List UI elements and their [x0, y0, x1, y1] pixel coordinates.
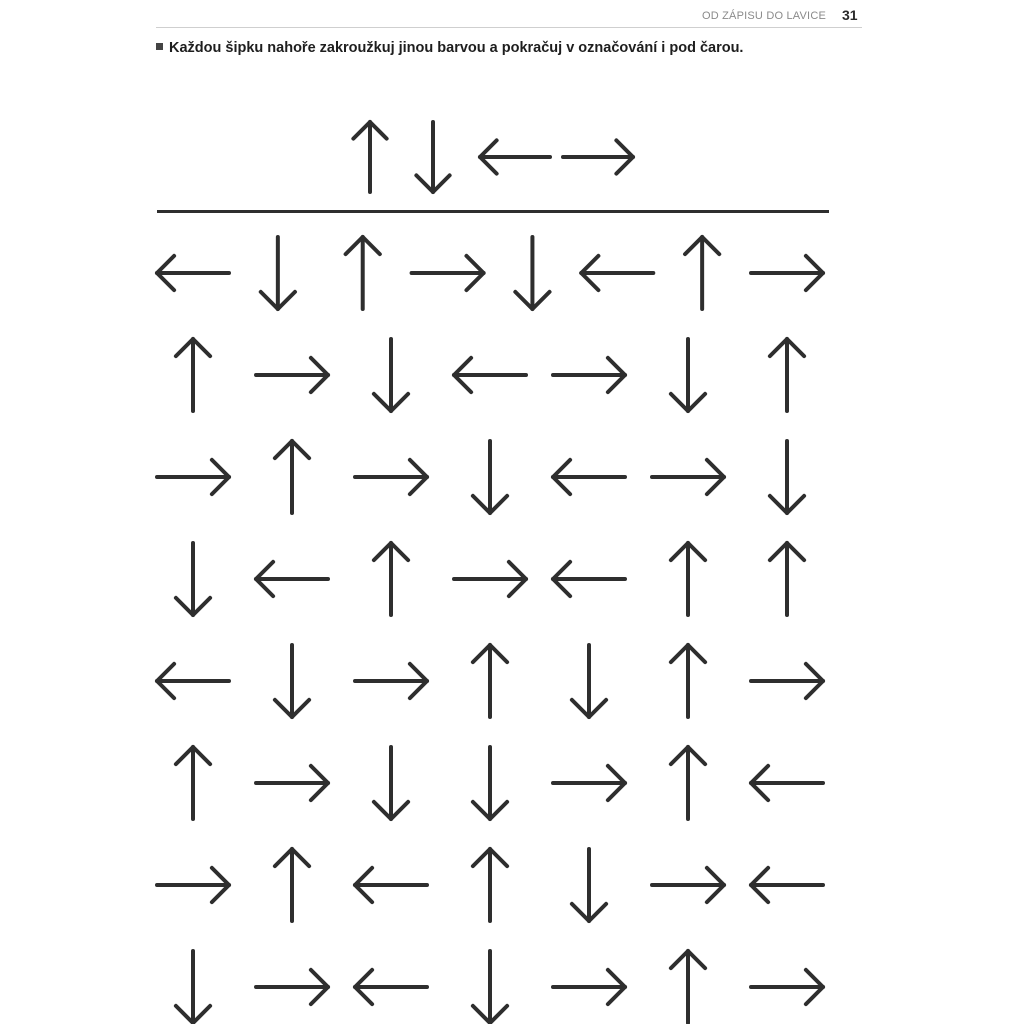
- arrow-down-icon[interactable]: [572, 645, 606, 717]
- arrow-down-icon[interactable]: [473, 747, 507, 819]
- arrow-up-icon[interactable]: [346, 237, 380, 309]
- arrow-down-icon[interactable]: [473, 441, 507, 513]
- arrow-left-icon[interactable]: [480, 140, 550, 173]
- arrow-right-icon[interactable]: [256, 358, 328, 392]
- arrow-left-icon[interactable]: [256, 562, 328, 596]
- arrow-down-icon[interactable]: [671, 339, 705, 411]
- arrow-left-icon[interactable]: [553, 562, 625, 596]
- key-arrows: [353, 122, 633, 192]
- arrow-down-icon[interactable]: [374, 747, 408, 819]
- arrow-left-icon[interactable]: [581, 256, 653, 290]
- arrow-up-icon[interactable]: [671, 543, 705, 615]
- arrow-up-icon[interactable]: [374, 543, 408, 615]
- arrow-right-icon[interactable]: [355, 664, 427, 698]
- arrow-right-icon[interactable]: [157, 868, 229, 902]
- arrow-up-icon[interactable]: [671, 951, 705, 1023]
- arrow-up-icon[interactable]: [671, 645, 705, 717]
- arrow-down-icon[interactable]: [515, 237, 549, 309]
- arrow-right-icon[interactable]: [553, 766, 625, 800]
- arrow-right-icon[interactable]: [454, 562, 526, 596]
- arrow-down-icon[interactable]: [770, 441, 804, 513]
- arrow-right-icon[interactable]: [553, 358, 625, 392]
- arrow-right-icon[interactable]: [256, 970, 328, 1004]
- arrow-up-icon[interactable]: [275, 441, 309, 513]
- arrow-down-icon[interactable]: [416, 122, 449, 192]
- arrow-down-icon[interactable]: [176, 543, 210, 615]
- arrow-down-icon[interactable]: [473, 951, 507, 1023]
- arrow-right-icon[interactable]: [751, 970, 823, 1004]
- arrow-left-icon[interactable]: [751, 766, 823, 800]
- arrow-up-icon[interactable]: [671, 747, 705, 819]
- arrow-left-icon[interactable]: [157, 256, 229, 290]
- arrow-up-icon[interactable]: [176, 747, 210, 819]
- arrow-left-icon[interactable]: [751, 868, 823, 902]
- arrow-right-icon[interactable]: [256, 766, 328, 800]
- arrow-up-icon[interactable]: [770, 339, 804, 411]
- section-label: OD ZÁPISU DO LAVICE: [701, 10, 826, 22]
- arrow-up-icon[interactable]: [473, 645, 507, 717]
- arrow-up-icon[interactable]: [473, 849, 507, 921]
- instruction-text: Každou šipku nahoře zakroužkuj jinou barvou a pokračuj v označování i pod čarou.: [169, 40, 744, 56]
- arrow-right-icon[interactable]: [563, 140, 633, 173]
- arrow-right-icon[interactable]: [412, 256, 484, 290]
- arrow-left-icon[interactable]: [355, 970, 427, 1004]
- arrow-left-icon[interactable]: [157, 664, 229, 698]
- arrow-grid: [157, 237, 823, 1023]
- arrow-right-icon[interactable]: [157, 460, 229, 494]
- arrow-up-icon[interactable]: [685, 237, 719, 309]
- arrow-right-icon[interactable]: [652, 868, 724, 902]
- arrow-right-icon[interactable]: [553, 970, 625, 1004]
- arrow-right-icon[interactable]: [751, 256, 823, 290]
- page-number: 31: [842, 7, 858, 23]
- arrow-down-icon[interactable]: [275, 645, 309, 717]
- arrow-up-icon[interactable]: [770, 543, 804, 615]
- arrow-left-icon[interactable]: [355, 868, 427, 902]
- arrow-down-icon[interactable]: [176, 951, 210, 1023]
- arrow-down-icon[interactable]: [374, 339, 408, 411]
- arrow-left-icon[interactable]: [454, 358, 526, 392]
- arrow-right-icon[interactable]: [652, 460, 724, 494]
- arrow-right-icon[interactable]: [751, 664, 823, 698]
- arrow-up-icon[interactable]: [176, 339, 210, 411]
- arrow-left-icon[interactable]: [553, 460, 625, 494]
- arrow-down-icon[interactable]: [572, 849, 606, 921]
- arrow-up-icon[interactable]: [353, 122, 386, 192]
- arrow-up-icon[interactable]: [275, 849, 309, 921]
- arrow-down-icon[interactable]: [261, 237, 295, 309]
- arrow-right-icon[interactable]: [355, 460, 427, 494]
